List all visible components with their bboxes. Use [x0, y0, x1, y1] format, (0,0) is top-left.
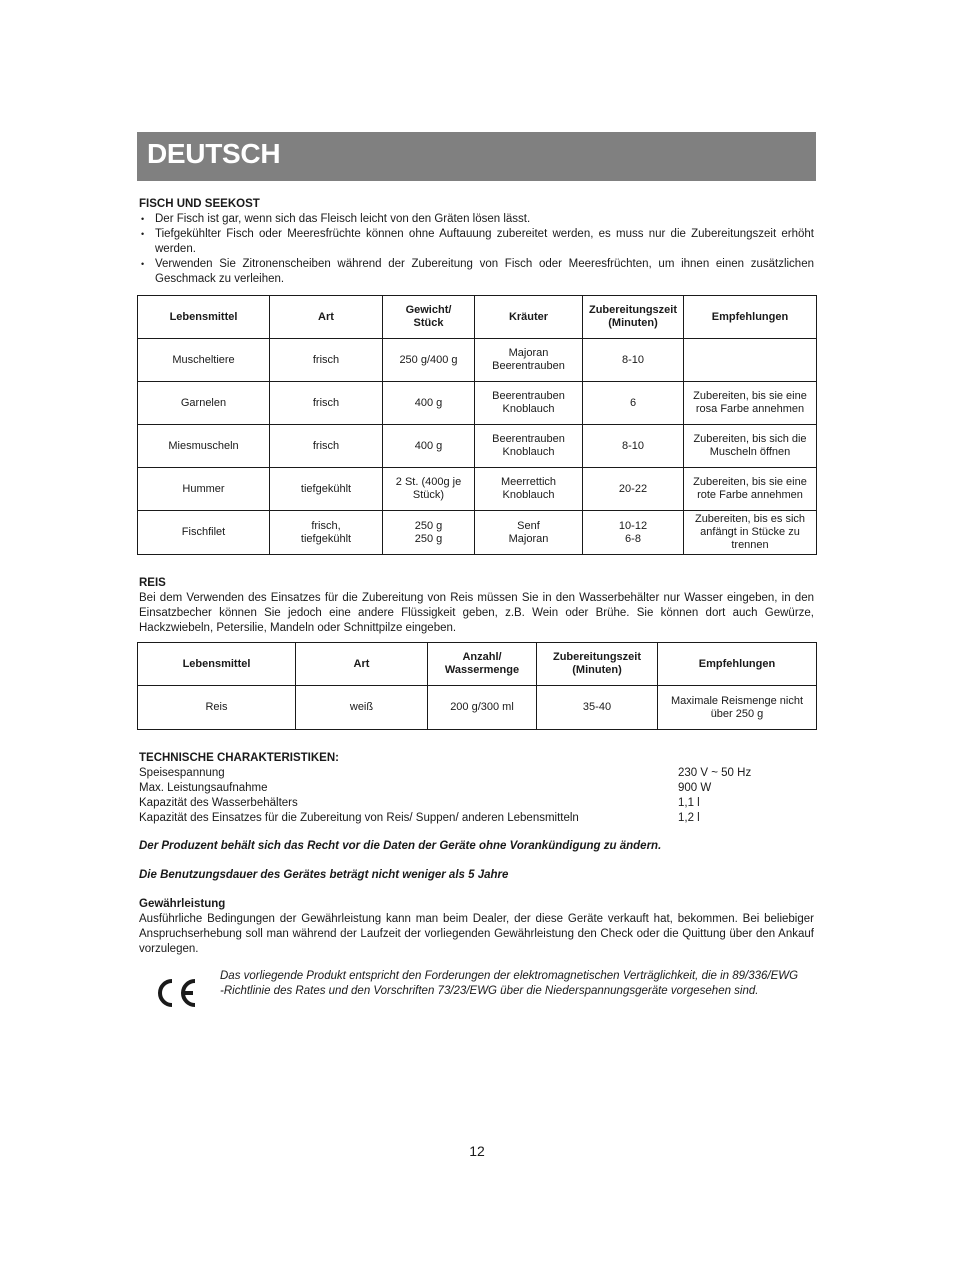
fish-table	[137, 295, 817, 555]
spec-row	[139, 796, 814, 811]
header-label: Anzahl/ Wassermenge	[444, 651, 520, 676]
table-cell: weiß	[296, 686, 428, 730]
spec-row	[139, 811, 814, 826]
column-header	[684, 296, 817, 339]
header-label: Art	[318, 310, 334, 323]
spec-label: Speisespannung	[139, 767, 225, 779]
table-cell: frisch	[270, 382, 383, 425]
table-cell: Zubereiten, bis es sich anfängt in Stücke zu trennen	[684, 511, 817, 555]
header-label: Zubereitungszeit (Minuten)	[588, 304, 677, 329]
table-cell: frisch	[270, 339, 383, 382]
spec-label: Kapazität des Wasserbehälters	[139, 797, 298, 809]
column-header	[138, 296, 270, 339]
table-cell: Beerentrauben Knoblauch	[475, 425, 583, 468]
table-cell: frisch, tiefgekühlt	[270, 511, 383, 555]
table-cell: 20-22	[583, 468, 684, 511]
column-header	[475, 296, 583, 339]
table-cell: Garnelen	[138, 382, 270, 425]
table-row	[138, 468, 817, 511]
producer-note: Der Produzent behält sich das Recht vor die Daten der Geräte ohne Vorankündigung zu ändern.	[139, 840, 662, 852]
table-cell: Beerentrauben Knoblauch	[475, 382, 583, 425]
table-cell: Majoran Beerentrauben	[475, 339, 583, 382]
table-cell: Miesmuscheln	[138, 425, 270, 468]
table-cell: 10-12 6-8	[583, 511, 684, 555]
spec-value: 230 V ~ 50 Hz	[678, 767, 752, 779]
table-cell: 6	[583, 382, 684, 425]
column-header	[270, 296, 383, 339]
column-header	[296, 643, 428, 686]
header-label: Kräuter	[508, 310, 549, 323]
specs-section	[139, 751, 814, 826]
fish-heading: FISCH UND SEEKOST	[139, 198, 260, 210]
table-cell: Fischfilet	[138, 511, 270, 555]
ce-mark-icon	[153, 975, 199, 1011]
spec-row	[139, 781, 814, 796]
column-header	[658, 643, 817, 686]
table-cell: tiefgekühlt	[270, 468, 383, 511]
table-cell: 250 g/400 g	[383, 339, 475, 382]
ce-compliance-text: Das vorliegende Produkt entspricht den Forderungen der elektromagnetischen Verträglichkeit, die in 89/336/EWG -Richtlinie des Rates und den Vorschriften 73/23/EWG über die Niederspannungsgeräte vorgesehen sind.	[220, 970, 799, 997]
table-cell: 8-10	[583, 425, 684, 468]
warranty-section	[139, 897, 814, 957]
rice-table	[137, 642, 817, 730]
table-cell: 200 g/300 ml	[428, 686, 537, 730]
language-banner	[137, 132, 816, 181]
bullet-item: • Verwenden Sie Zitronenscheiben während der Zubereitung von Fisch oder Meeresfrüchten, um ihnen einen zusätzlichen Geschmack zu verleihen.	[139, 257, 814, 287]
column-header	[583, 296, 684, 339]
table-row	[138, 339, 817, 382]
warranty-heading: Gewährleistung	[139, 898, 226, 910]
table-cell: frisch	[270, 425, 383, 468]
table-row	[138, 425, 817, 468]
column-header	[537, 643, 658, 686]
table-cell: Zubereiten, bis sich die Muscheln öffnen	[684, 425, 817, 468]
table-row	[138, 511, 817, 555]
spec-label: Max. Leistungsaufnahme	[139, 782, 268, 794]
table-cell: 400 g	[383, 425, 475, 468]
header-label: Lebensmittel	[169, 310, 238, 323]
table-cell: Maximale Reismenge nicht über 250 g	[658, 686, 817, 730]
column-header	[383, 296, 475, 339]
table-cell: 400 g	[383, 382, 475, 425]
table-row	[138, 686, 817, 730]
bullet-item: • Tiefgekühlter Fisch oder Meeresfrüchte können ohne Auftauung zubereitet werden, es muss nur die Zubereitungszeit erhöht werden.	[139, 227, 814, 257]
table-cell: Senf Majoran	[475, 511, 583, 555]
header-label: Art	[353, 657, 370, 670]
header-label: Lebensmittel	[182, 657, 251, 670]
table-cell	[684, 339, 817, 382]
table-cell: 250 g 250 g	[383, 511, 475, 555]
table-cell: Zubereiten, bis sie eine rote Farbe annehmen	[684, 468, 817, 511]
lifetime-note: Die Benutzungsdauer des Gerätes beträgt nicht weniger als 5 Jahre	[139, 869, 509, 881]
warranty-paragraph: Ausführliche Bedingungen der Gewährleistung kann man beim Dealer, der diese Geräte verkauft hat, bekommen. Bei beliebiger Anspruchserhebung soll man während der Laufzeit der vorliegenden Gewährleistung den Check oder die Quittung über den Ankauf vorzulegen.	[139, 913, 814, 955]
header-label: Gewicht/ Stück	[405, 304, 452, 329]
header-label: Empfehlungen	[711, 310, 789, 323]
spec-row	[139, 766, 814, 781]
spec-value: 1,1 l	[678, 797, 700, 809]
fish-bullet-list	[139, 212, 814, 287]
table-cell: 35-40	[537, 686, 658, 730]
table-cell: Meerrettich Knoblauch	[475, 468, 583, 511]
table-cell: 2 St. (400g je Stück)	[383, 468, 475, 511]
table-header-row	[138, 296, 817, 339]
page-number: 12	[469, 1143, 485, 1159]
spec-value: 1,2 l	[678, 812, 700, 824]
table-cell: 8-10	[583, 339, 684, 382]
table-cell: Reis	[138, 686, 296, 730]
table-row	[138, 382, 817, 425]
column-header	[428, 643, 537, 686]
rice-section	[139, 576, 814, 636]
table-header-row	[138, 643, 817, 686]
bullet-item: • Der Fisch ist gar, wenn sich das Fleisch leicht von den Gräten lösen lässt.	[139, 212, 814, 227]
fish-section	[139, 197, 814, 287]
table-cell: Hummer	[138, 468, 270, 511]
spec-value: 900 W	[678, 782, 712, 794]
table-cell: Zubereiten, bis sie eine rosa Farbe annehmen	[684, 382, 817, 425]
table-cell: Muscheltiere	[138, 339, 270, 382]
column-header	[138, 643, 296, 686]
page-title: DEUTSCH	[147, 138, 281, 169]
header-label: Empfehlungen	[698, 657, 776, 670]
rice-heading: REIS	[139, 577, 166, 589]
spec-label: Kapazität des Einsatzes für die Zubereitung von Reis/ Suppen/ anderen Lebensmitteln	[139, 812, 579, 824]
specs-heading: TECHNISCHE CHARAKTERISTIKEN:	[139, 752, 339, 764]
header-label: Zubereitungszeit (Minuten)	[552, 651, 641, 676]
rice-paragraph: Bei dem Verwenden des Einsatzes für die Zubereitung von Reis müssen Sie in den Wasserbehälter nur Wasser eingeben, in den Einsatzbecher können Sie jedoch eine andere Flüssigkeit geben, z.B. Wein oder Brühe. Sie können dort auch Gewürze, Hackzwiebeln, Petersilie, Mandeln oder Schnittpilze eingeben.	[139, 592, 814, 634]
